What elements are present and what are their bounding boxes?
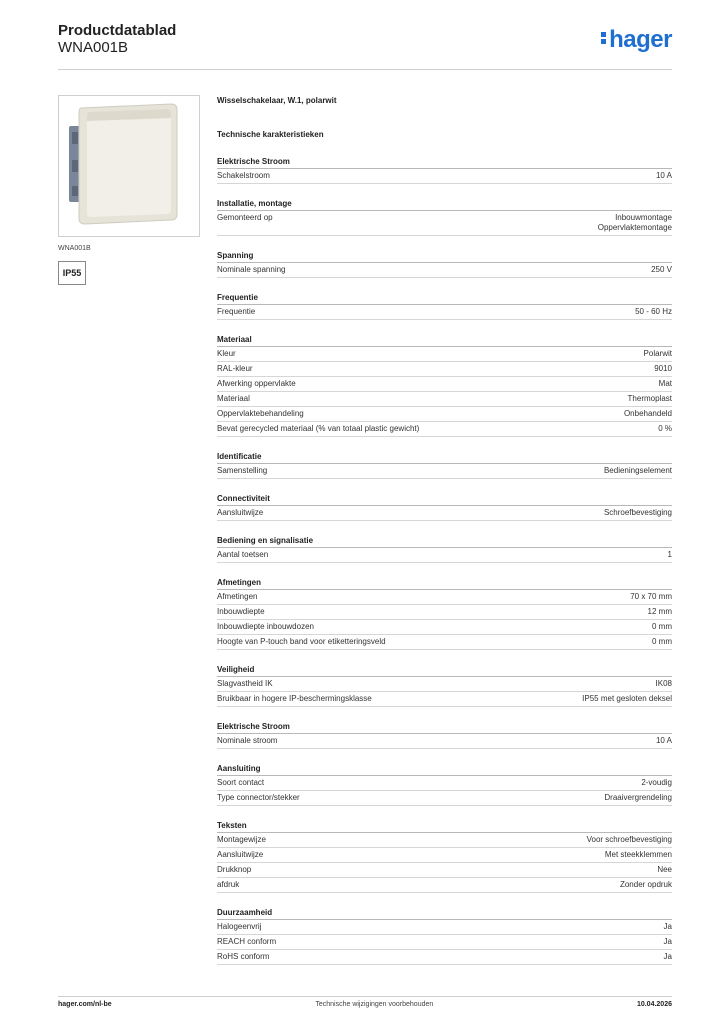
spec-row [217, 464, 672, 479]
spec-value: 70 x 70 mm [630, 592, 672, 601]
spec-value: 0 mm [652, 622, 672, 631]
spec-row [217, 920, 672, 935]
spec-label: Inbouwdiepte [217, 607, 265, 616]
section-title: Identificatie [217, 451, 672, 464]
section-title: Aansluiting [217, 763, 672, 776]
spec-row [217, 776, 672, 791]
spec-label: Montagewijze [217, 835, 266, 844]
spec-value: Nee [657, 865, 672, 874]
spec-section [217, 907, 672, 965]
spec-label: Gemonteerd op [217, 213, 273, 222]
spec-row [217, 734, 672, 749]
spec-value: 2-voudig [641, 778, 672, 787]
logo-dots-icon [601, 30, 608, 46]
section-title: Connectiviteit [217, 493, 672, 506]
spec-value: Ja [663, 922, 672, 931]
spec-value: 10 A [655, 171, 672, 180]
section-title: Veiligheid [217, 664, 672, 677]
spec-panel [217, 96, 672, 965]
spec-label: REACH conform [217, 937, 277, 946]
product-name: Wisselschakelaar, W.1, polarwit [217, 96, 337, 105]
spec-value: Onbehandeld [623, 409, 672, 418]
spec-section [217, 334, 672, 437]
spec-row [217, 863, 672, 878]
spec-row [217, 620, 672, 635]
hager-logo: hager [601, 26, 672, 54]
spec-label: Nominale spanning [217, 265, 286, 274]
spec-label: Type connector/stekker [217, 793, 300, 802]
spec-label: Materiaal [217, 394, 250, 403]
spec-row [217, 377, 672, 392]
ip-rating-badge: IP55 [58, 261, 86, 285]
spec-row [217, 692, 672, 707]
spec-row [217, 305, 672, 320]
section-title: Elektrische Stroom [217, 721, 672, 734]
spec-row [217, 506, 672, 521]
spec-label: Oppervlaktebehandeling [217, 409, 304, 418]
spec-value: 250 V [651, 265, 672, 274]
spec-section [217, 535, 672, 563]
spec-row [217, 211, 672, 236]
spec-value: Polarwit [643, 349, 672, 358]
spec-label: afdruk [217, 880, 240, 889]
spec-label: Afmetingen [217, 592, 258, 601]
section-title: Afmetingen [217, 577, 672, 590]
footer-disclaimer: Technische wijzigingen voorbehouden [315, 1001, 434, 1008]
spec-row [217, 407, 672, 422]
spec-row [217, 791, 672, 806]
section-title: Teksten [217, 820, 672, 833]
spec-label: RAL-kleur [217, 364, 253, 373]
spec-row [217, 833, 672, 848]
spec-label: Nominale stroom [217, 736, 278, 745]
spec-label: Hoogte van P-touch band voor etiketteringsveld [217, 637, 386, 646]
spec-value: Zonder opdruk [619, 880, 672, 889]
spec-label: Slagvastheid IK [217, 679, 273, 688]
spec-row [217, 590, 672, 605]
spec-value: 1 [667, 550, 672, 559]
footer-date: 10.04.2026 [636, 1001, 672, 1008]
photo-caption: WNA001B [58, 245, 91, 252]
section-title: Elektrische Stroom [217, 156, 672, 169]
spec-value: 9010 [654, 364, 672, 373]
spec-value: Mat [658, 379, 672, 388]
spec-row [217, 848, 672, 863]
spec-value: Bedieningselement [603, 466, 672, 475]
spec-value: Ja [663, 937, 672, 946]
section-title: Frequentie [217, 292, 672, 305]
page-title: Productdatablad [58, 22, 177, 39]
spec-row [217, 878, 672, 893]
spec-value: Ja [663, 952, 672, 961]
spec-label: Aantal toetsen [217, 550, 269, 559]
spec-value: Draaivergrendeling [604, 793, 672, 802]
spec-row [217, 169, 672, 184]
section-title: Duurzaamheid [217, 907, 672, 920]
spec-value: Thermoplast [627, 394, 672, 403]
page-header [58, 22, 672, 70]
spec-section [217, 664, 672, 707]
spec-row [217, 635, 672, 650]
spec-row [217, 362, 672, 377]
spec-label: Aansluitwijze [217, 508, 264, 517]
spec-value: Voor schroefbevestiging [586, 835, 672, 844]
section-title: Spanning [217, 250, 672, 263]
spec-row [217, 950, 672, 965]
spec-value: 10 A [655, 736, 672, 745]
spec-section [217, 292, 672, 320]
spec-value: 0 % [658, 424, 672, 433]
spec-row [217, 677, 672, 692]
spec-label: Halogeenvrij [217, 922, 262, 931]
spec-label: Kleur [217, 349, 236, 358]
spec-section [217, 721, 672, 749]
spec-label: Drukknop [217, 865, 252, 874]
spec-row [217, 548, 672, 563]
spec-label: Samenstelling [217, 466, 268, 475]
spec-section [217, 820, 672, 893]
spec-row [217, 605, 672, 620]
spec-label: Soort contact [217, 778, 265, 787]
product-image-panel [58, 95, 200, 285]
switch-product-image-icon [59, 96, 201, 238]
spec-section [217, 763, 672, 806]
spec-row [217, 347, 672, 362]
spec-value: IK08 [655, 679, 672, 688]
footer-url[interactable]: hager.com/nl-be [58, 1001, 112, 1008]
section-title: Installatie, montage [217, 198, 672, 211]
spec-section [217, 156, 672, 184]
page-footer [58, 996, 672, 1008]
spec-value: IP55 met gesloten deksel [582, 694, 672, 703]
spec-value: 12 mm [647, 607, 672, 616]
spec-value: Schroefbevestiging [603, 508, 672, 517]
spec-label: Aansluitwijze [217, 850, 264, 859]
spec-row [217, 422, 672, 437]
spec-section [217, 250, 672, 278]
spec-section [217, 198, 672, 236]
spec-label: Inbouwdiepte inbouwdozen [217, 622, 314, 631]
spec-value: Met steekklemmen [604, 850, 672, 859]
spec-row [217, 263, 672, 278]
spec-row [217, 392, 672, 407]
spec-label: Schakelstroom [217, 171, 270, 180]
spec-value: Inbouwmontage Oppervlaktemontage [597, 213, 672, 232]
spec-section [217, 577, 672, 650]
spec-sections [217, 156, 672, 965]
spec-label: Afwerking oppervlakte [217, 379, 296, 388]
section-title: Bediening en signalisatie [217, 535, 672, 548]
spec-heading: Technische karakteristieken [217, 130, 324, 139]
spec-label: Frequentie [217, 307, 256, 316]
spec-section [217, 493, 672, 521]
spec-section [217, 451, 672, 479]
spec-label: Bruikbaar in hogere IP-beschermingsklasse [217, 694, 372, 703]
spec-label: Bevat gerecycled materiaal (% van totaal plastic gewicht) [217, 424, 420, 433]
section-title: Materiaal [217, 334, 672, 347]
spec-value: 0 mm [652, 637, 672, 646]
product-photo [58, 95, 200, 237]
spec-value: 50 - 60 Hz [635, 307, 672, 316]
spec-label: RoHS conform [217, 952, 270, 961]
product-code: WNA001B [58, 39, 129, 56]
spec-row [217, 935, 672, 950]
